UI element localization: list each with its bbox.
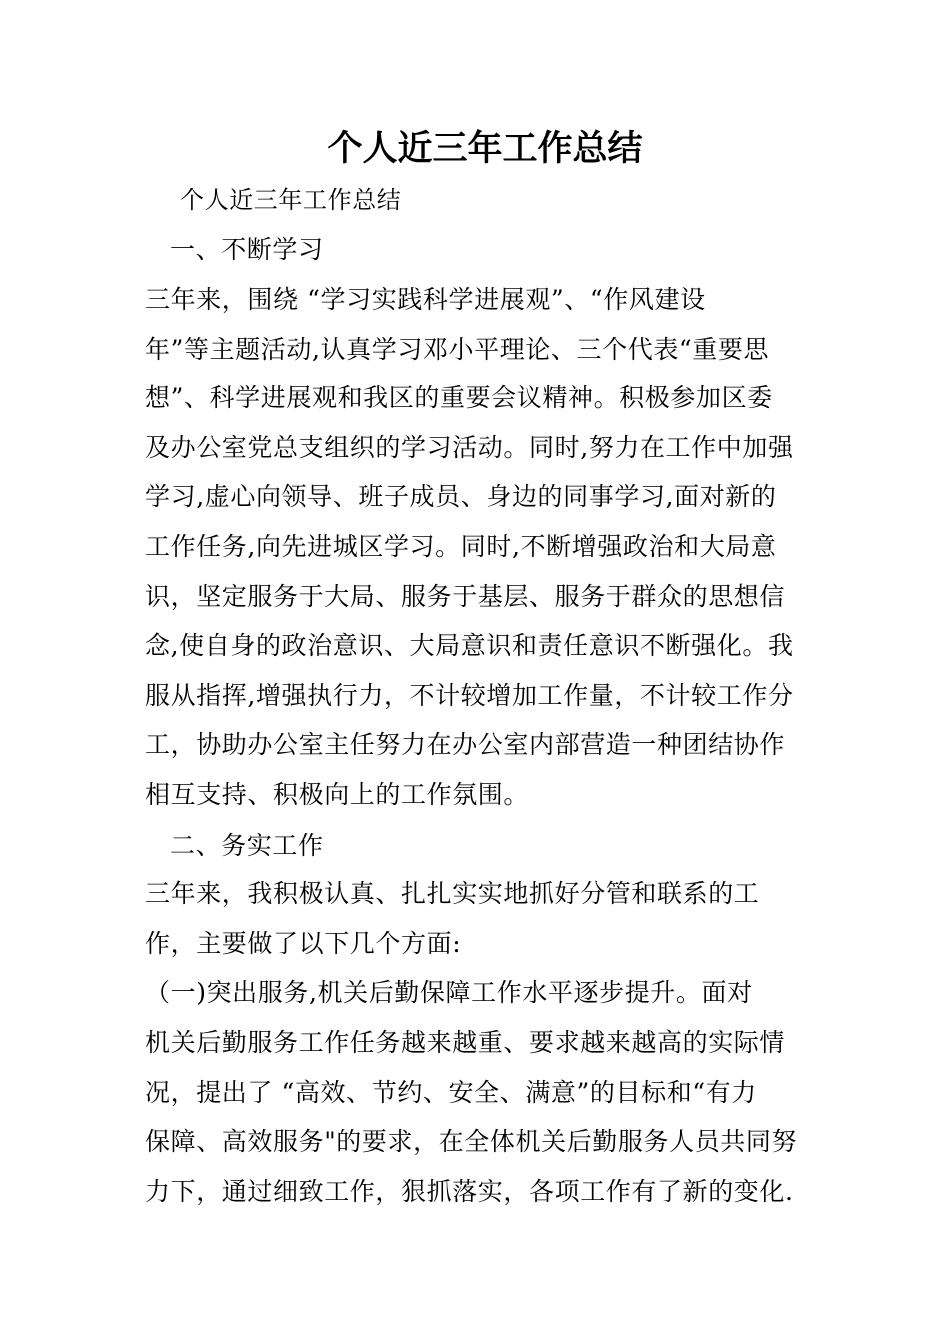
paragraph-line: 力下，通过细致工作，狠抓落实，各项工作有了新的变化. — [145, 1177, 794, 1206]
paragraph-line: （一)突出服务,机关后勤保障工作水平逐步提升。面对 — [145, 978, 753, 1007]
paragraph-line: 工，协助办公室主任努力在办公室内部营造一种团结协作 — [145, 730, 786, 759]
paragraph-line: 机关后勤服务工作任务越来越重、要求越来越高的实际情 — [145, 1028, 786, 1057]
paragraph-line: 三年来，我积极认真、扎扎实实地抓好分管和联系的工 — [145, 879, 760, 908]
paragraph-line: 识，坚定服务于大局、服务于基层、服务于群众的思想信 — [145, 582, 786, 611]
paragraph-line: 三年来，围绕 “学习实践科学进展观”、“作风建设 — [145, 285, 706, 314]
paragraph-line: 年”等主题活动,认真学习邓小平理论、三个代表“重要思 — [145, 335, 770, 364]
paragraph-line: 学习,虚心向领导、班子成员、身边的同事学习,面对新的 — [145, 482, 777, 511]
document-subtitle: 个人近三年工作总结 — [180, 186, 402, 214]
paragraph-line: 相互支持、积极向上的工作氛围。 — [145, 780, 530, 809]
paragraph-line: 况，提出了 “高效、节约、安全、满意”的目标和“有力 — [145, 1078, 757, 1107]
paragraph-line: 服从指挥,增强执行力，不计较增加工作量，不计较工作分 — [145, 681, 794, 710]
document-title: 个人近三年工作总结 — [327, 128, 643, 169]
paragraph-line: 念,使自身的政治意识、大局意识和责任意识不断强化。我 — [145, 631, 794, 660]
paragraph-line: 及办公室党总支组织的学习活动。同时,努力在工作中加强 — [145, 433, 794, 462]
section-heading-2: 二、务实工作 — [170, 831, 324, 860]
paragraph-line: 保障、高效服务"的要求，在全体机关后勤服务人员共同努 — [145, 1127, 798, 1156]
paragraph-line: 作，主要做了以下几个方面: — [145, 929, 462, 958]
paragraph-line: 想”、科学进展观和我区的重要会议精神。积极参加区委 — [145, 383, 773, 412]
paragraph-line: 工作任务,向先进城区学习。同时,不断增强政治和大局意 — [145, 532, 777, 561]
section-heading-1: 一、不断学习 — [170, 235, 324, 264]
